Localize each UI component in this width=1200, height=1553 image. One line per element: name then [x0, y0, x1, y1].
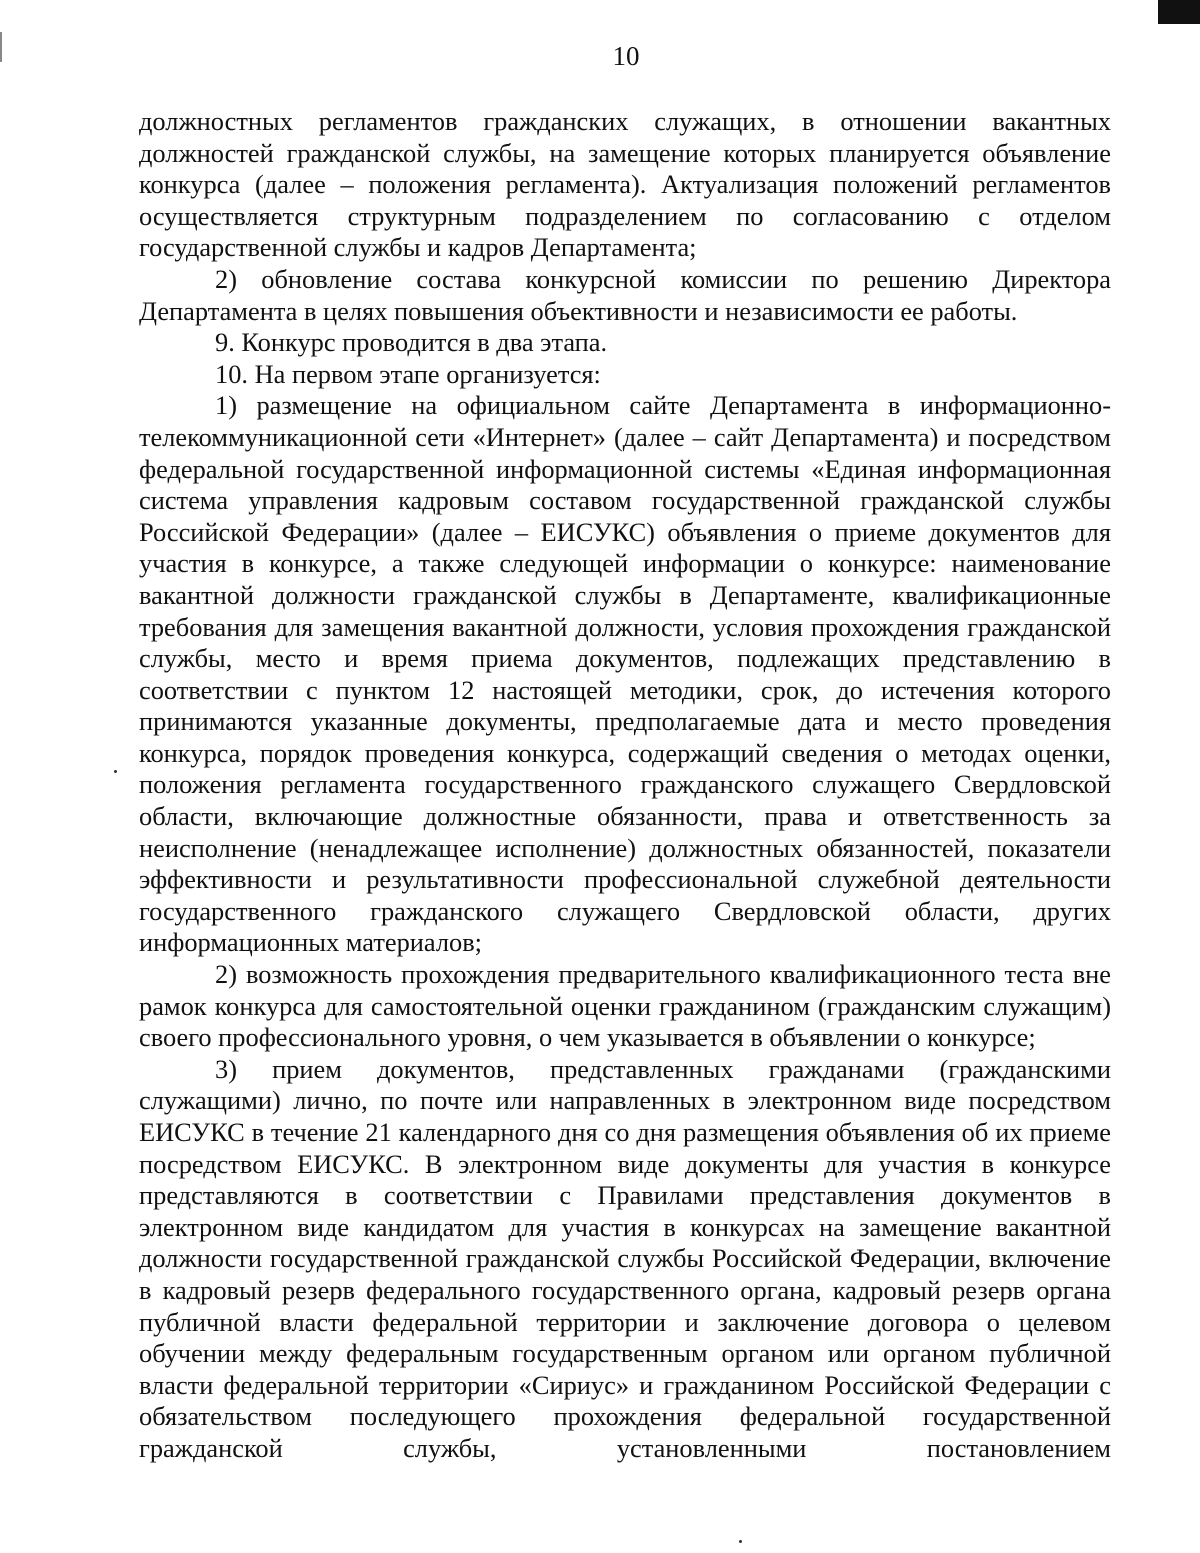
document-body: [139, 106, 1111, 1465]
scan-speck: [114, 770, 117, 773]
scan-speck: [739, 1540, 742, 1543]
paragraph-item-2-commission: 2) обновление состава конкурсной комиссии по решению Директора Департамента в целях повышения объективности и независимости ее работы.: [139, 263, 1111, 326]
scan-corner-mark: [1158, 0, 1200, 24]
paragraph-item-3-documents: 3) прием документов, представленных гражданами (гражданскими служащими) лично, по почте или направленных в электронном виде посредством ЕИСУКС в течение 21 календарного дня со дня размещения объявления об их приеме посредством ЕИСУКС. В электронном виде документы для участия в конкурсе представляются в соответствии с Правилами представления документов в электронном виде кандидатом для участия в конкурсах на замещение вакантной должности государственной гражданской службы Российской Федерации, включение в кадровый резерв федерального государственного органа, кадровый резерв органа публичной власти федеральной территории и заключение договора о целевом обучении между федеральным государственным органом или органом публичной власти федеральной территории «Сириус» и гражданином Российской Федерации с обязательством последующего прохождения федеральной государственной гражданской службы, установленными постановлением: [139, 1053, 1111, 1463]
paragraph-9: 9. Конкурс проводится в два этапа.: [215, 327, 608, 358]
paragraph-item-2-test: 2) возможность прохождения предварительного квалификационного теста вне рамок конкурса для самостоятельной оценки гражданином (гражданским служащим) своего профессионального уровня, о чем указывается в объявлении о конкурсе;: [139, 959, 1111, 1053]
page-number: 10: [612, 41, 640, 71]
paragraph-continuation: должностных регламентов гражданских служащих, в отношении вакантных должностей гражданской службы, на замещение которых планируется объявление конкурса (далее – положения регламента). Актуализация положений регламентов осуществляется структурным подразделением по согласованию с отделом государственной службы и кадров Департамента;: [139, 106, 1111, 263]
paragraph-10: 10. На первом этапе организуется:: [215, 358, 601, 389]
paragraph-item-1-publication: 1) размещение на официальном сайте Департамента в информационно-телекоммуникационной сети «Интернет» (далее – сайт Департамента) и посредством федеральной государственной информационной системы «Единая информационная система управления кадровым составом государственной гражданской службы Российской Федерации» (далее – ЕИСУКС) объявления о приеме документов для участия в конкурсе, а также следующей информации о конкурсе: наименование вакантной должности гражданской службы в Департаменте, квалификационные требования для замещения вакантной должности, условия прохождения гражданской службы, место и время приема документов, подлежащих представлению в соответствии с пунктом 12 настоящей методики, срок, до истечения которого принимаются указанные документы, предполагаемые дата и место проведения конкурса, порядок проведения конкурса, содержащий сведения о методах оценки, положения регламента государственного гражданского служащего Свердловской области, включающие должностные обязанности, права и ответственность за неисполнение (ненадлежащее исполнение) должностных обязанностей, показатели эффективности и результативности профессиональной служебной деятельности государственного гражданского служащего Свердловской области, других информационных материалов;: [139, 390, 1111, 958]
